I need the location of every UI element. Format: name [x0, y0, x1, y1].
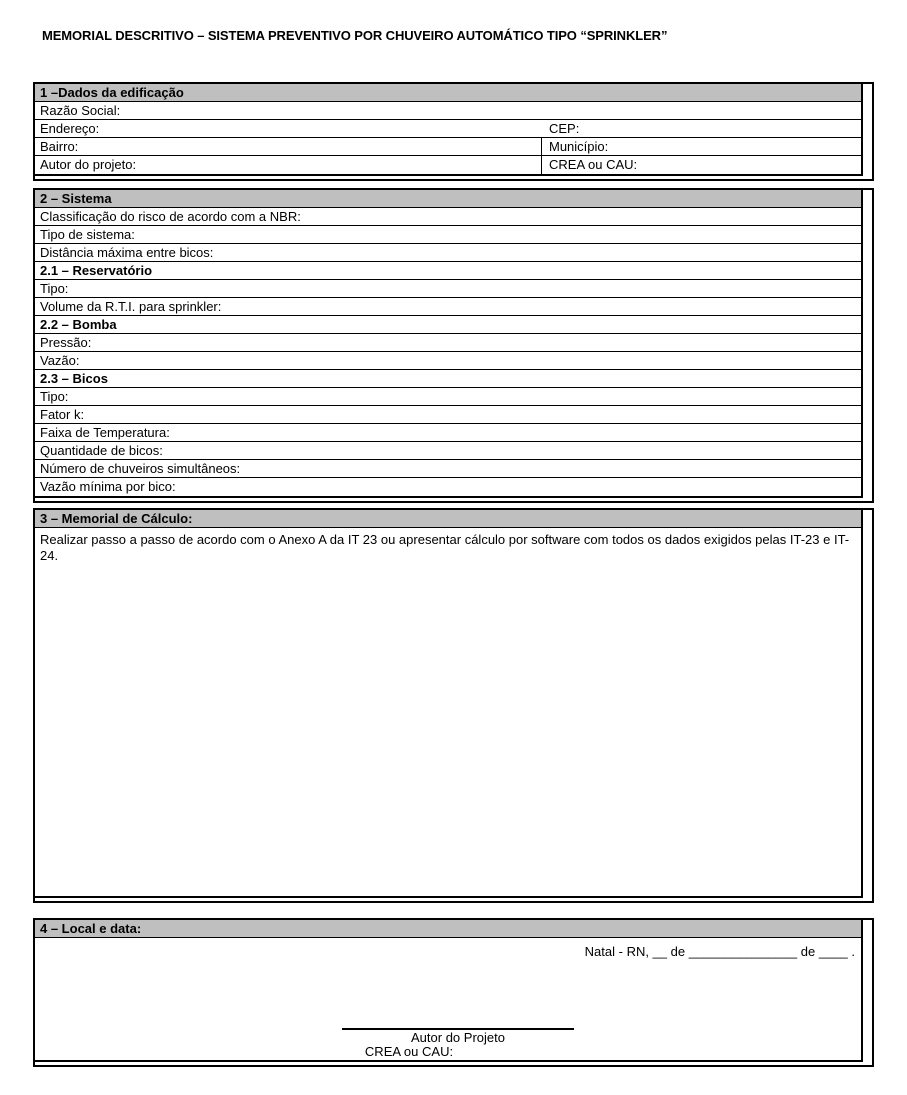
field-label-bairro: Bairro:	[40, 139, 79, 154]
subsection-reservatorio-header	[35, 262, 861, 280]
section-2-header: 2 – Sistema	[35, 190, 861, 208]
subsection-bicos-header	[35, 370, 861, 388]
subsection-label-bomba: 2.2 – Bomba	[40, 317, 117, 332]
memorial-calculo-instructions: Realizar passo a passo de acordo com o Anexo A da IT 23 ou apresentar cálculo por software com todos os dados exigidos pelas IT-23 e IT-24.	[40, 532, 850, 563]
signature-role-label: Autor do Projeto	[411, 1030, 505, 1045]
form-row-endereco-cep	[35, 120, 861, 138]
field-label-distancia-bicos: Distância máxima entre bicos:	[40, 245, 214, 260]
form-row-vazao	[35, 352, 861, 370]
section-local-data	[33, 918, 874, 1067]
subsection-label-bicos: 2.3 – Bicos	[40, 371, 108, 386]
form-row-quantidade-bicos	[35, 442, 861, 460]
place-date-blank-line: Natal - RN, __ de _______________ de ____ .	[584, 944, 855, 959]
field-label-autor-projeto: Autor do projeto:	[40, 157, 137, 172]
field-label-classificacao-risco: Classificação do risco de acordo com a NBR:	[40, 209, 301, 224]
field-label-reservatorio-tipo: Tipo:	[40, 281, 69, 296]
field-label-endereco: Endereço:	[40, 121, 100, 136]
section-building-data	[33, 82, 874, 181]
section-4-header: 4 – Local e data:	[35, 920, 861, 938]
form-row-tipo-sistema	[35, 226, 861, 244]
form-row-bairro-municipio	[35, 138, 861, 156]
section-building-data-table	[35, 84, 863, 176]
form-row-faixa-temperatura	[35, 424, 861, 442]
form-row-razao-social	[35, 102, 861, 120]
section-memorial-calculo-table	[35, 510, 863, 898]
signature-block	[342, 1028, 574, 1059]
section-local-data-table	[35, 920, 863, 1062]
form-row-volume-rti	[35, 298, 861, 316]
local-data-body	[35, 938, 861, 1060]
field-label-cep: CEP:	[549, 121, 580, 136]
section-memorial-calculo	[33, 508, 874, 903]
document-title: MEMORIAL DESCRITIVO – SISTEMA PREVENTIVO POR CHUVEIRO AUTOMÁTICO TIPO “SPRINKLER”	[42, 28, 668, 43]
field-label-chuveiros-simultaneos: Número de chuveiros simultâneos:	[40, 461, 241, 476]
field-label-municipio: Município:	[541, 138, 861, 155]
form-row-classificacao-risco	[35, 208, 861, 226]
subsection-label-reservatorio: 2.1 – Reservatório	[40, 263, 153, 278]
signature-registry-label: CREA ou CAU:	[364, 1044, 454, 1059]
field-label-tipo-sistema: Tipo de sistema:	[40, 227, 135, 242]
field-label-fator-k: Fator k:	[40, 407, 85, 422]
field-label-volume-rti: Volume da R.T.I. para sprinkler:	[40, 299, 222, 314]
field-label-crea-cau: CREA ou CAU:	[541, 156, 861, 174]
section-system	[33, 188, 874, 503]
field-label-vazao-minima: Vazão mínima por bico:	[40, 479, 176, 494]
form-row-reservatorio-tipo	[35, 280, 861, 298]
form-row-distancia-bicos	[35, 244, 861, 262]
form-row-fator-k	[35, 406, 861, 424]
field-label-pressao: Pressão:	[40, 335, 92, 350]
form-row-vazao-minima	[35, 478, 861, 496]
subsection-bomba-header	[35, 316, 861, 334]
field-label-bico-tipo: Tipo:	[40, 389, 69, 404]
section-1-header: 1 –Dados da edificação	[35, 84, 861, 102]
form-row-bico-tipo	[35, 388, 861, 406]
field-label-razao-social: Razão Social:	[40, 103, 121, 118]
section-3-header: 3 – Memorial de Cálculo:	[35, 510, 861, 528]
field-label-quantidade-bicos: Quantidade de bicos:	[40, 443, 163, 458]
field-label-vazao: Vazão:	[40, 353, 80, 368]
form-row-pressao	[35, 334, 861, 352]
form-row-autor-crea	[35, 156, 861, 174]
field-label-faixa-temperatura: Faixa de Temperatura:	[40, 425, 170, 440]
section-system-table	[35, 190, 863, 498]
form-row-chuveiros-simultaneos	[35, 460, 861, 478]
